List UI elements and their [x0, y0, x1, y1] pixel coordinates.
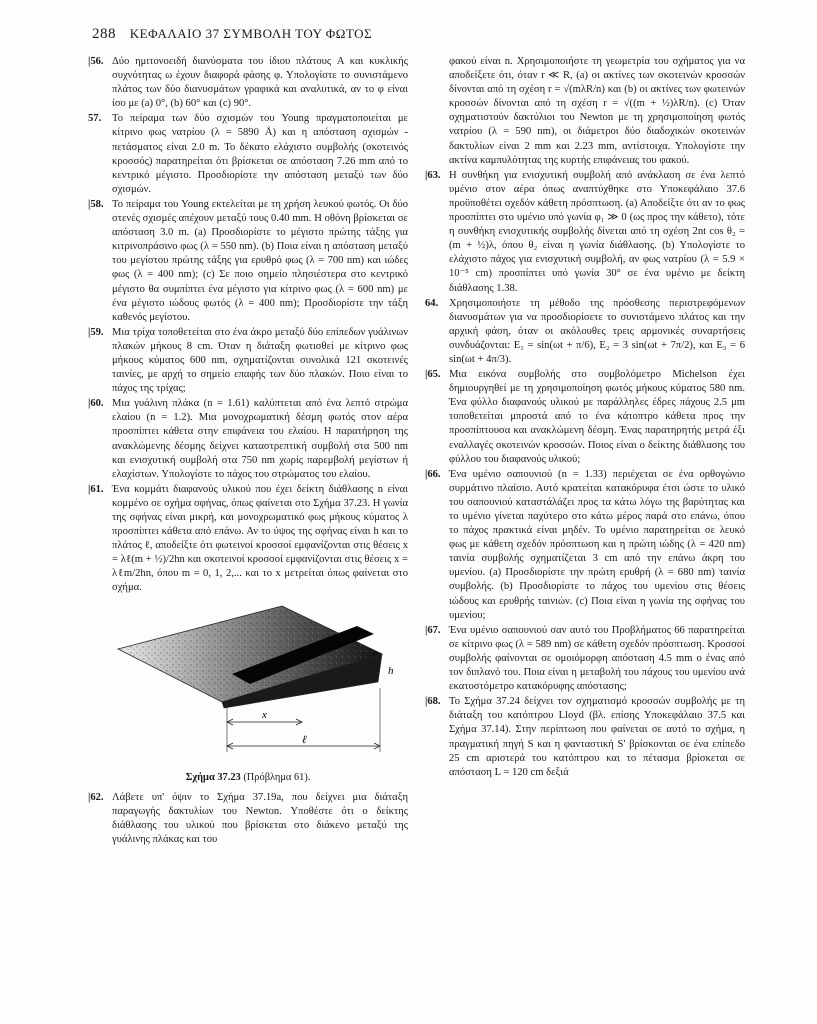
page-number: 288	[92, 26, 116, 42]
problem-text: Ένα υμένιο σαπουνιού (n = 1.33) περιέχεται σε ένα ορθογώνιο συρμάτινο πλαίσιο. Αυτό κρατείται κατακόρυφα έτσι ώστε το υλικό του σαπουνιού καταστάλάζει προς τα κάτω λόγω της βαρύτητας και το υμένιο γίνεται παχύτερο στο κάτω μέρος παρά στο επάνω, όπου το πάχος πρακτικά είναι μηδέν. Το υμένιο παρατηρείται σε λευκό φως με κάθετη σχεδόν πρόσπτωση και η πρώτη ιώδης (λ = 420 nm) ταινία συμβολής σχηματίζεται 3 cm από την επάνω άκρη του υμενίου. (a) Προσδιορίστε την πρώτη ερυθρή (λ = 680 nm) ταινία συμβολής. (b) Προσδιορίστε το πάχος του υμενίου στις θέσεις ιώδους και ερυθρής ταινιών. (c) Ποια είναι η γωνία της σφήνας του υμενίου;	[449, 468, 745, 621]
problem-number: |61.	[88, 483, 104, 495]
problem-text: Μια τρίχα τοποθετείται στο ένα άκρο μεταξύ δύο επίπεδων γυάλινων πλακών μήκους 8 cm. Όταν η διάταξη φωτισθεί με κίτρινο φως μήκους κύματος 600 nm, σχηματίζονται συνολικά 121 σκοτεινές ταινίες, με αρχή το σημείο επαφής των δύο πλακών. Ποιο είναι το πάχος της τρίχας;	[112, 326, 408, 395]
problem-58	[88, 198, 408, 325]
problem-60	[88, 397, 408, 482]
figure-caption	[88, 771, 408, 785]
problem-66	[425, 468, 745, 623]
problem-62	[88, 791, 408, 847]
wedge-figure	[112, 604, 402, 769]
problem-62-continued: φακού είναι n. Χρησιμοποιήστε τη γεωμετρία του σχήματος για να αποδείξετε ότι, όταν r ≪ R, (a) οι ακτίνες των σκοτεινών κροσσών δίνονται από τη σχέση r = √(mλR/n) και (b) οι ακτίνες των φωτεινών κροσσών δίνονται από τη σχέση r = √((m + ½)λR/n). (c) Όταν σχηματιστούν δακτύλιοι του Newton με τη χρησιμοποίηση φωτός νατρίου (λ = 590 nm), οι διάμετροι δύο διαδοχικών σκοτεινών δακτυλίων είναι 2 mm και 2.23 mm, αντίστοιχα. Υπολογίστε την ακτίνα καμπυλότητας της κυρτής επιφάνειας του φακού.	[449, 56, 745, 166]
problem-number: |68.	[425, 696, 441, 708]
l-label: ℓ	[302, 733, 307, 746]
problem-text: Η συνθήκη για ενισχυτική συμβολή από ανάκλαση σε ένα λεπτό υμένιο στον αέρα όπως αναπτύχθηκε στο Υποκεφάλαιο 37.6 προϋποθέτει σχεδόν κάθετη πρόσπτωση. (a) Αποδείξτε ότι αν το φως προσπίπτει στο υμένιο υπό γωνία φ₁ ≫ 0 (ως προς την κάθετο), τότε η συνθήκη ενισχυτικής συμβολής δίνεται από τη σχέση 2nt cos θ₂ = (m + ½)λ, όπου θ₂ είναι η γωνία διάθλασης. (b) Υπολογίστε το ελάχιστο πάχος για ενισχυτική συμβολή, αν φως νατρίου (λ = 5.9 × 10⁻⁵ cm) προσπίπτει υπό γωνία 30° σε ένα υμένιο με δείκτη διάθλασης 1.38.	[449, 169, 745, 294]
height-label: h	[388, 664, 394, 677]
problem-number: |59.	[88, 326, 104, 338]
problem-64	[425, 297, 745, 367]
problem-63	[425, 169, 745, 296]
problem-59	[88, 326, 408, 396]
problem-61	[88, 483, 408, 596]
problem-number: |67.	[425, 624, 441, 636]
problem-number: |60.	[88, 398, 104, 410]
problem-number: |66.	[425, 468, 441, 480]
problem-text: Μια γυάλινη πλάκα (n = 1.61) καλύπτεται από ένα λεπτό στρώμα ελαίου (n = 1.2). Μια μονοχρωματική δέσμη φωτός στον αέρα προσπίπτει κάθετα στην επιφάνεια του ελαίου. Η παρατήρηση της ανακλώμενης δέσμης δείχνει καταστρεπτική συμβολή στα 500 nm και ενισχυτική συμβολή στα 750 nm χωρίς παρεμβολή μεγίστων ή ελαχίστων. Υπολογίστε το πάχος του στρώματος του ελαίου.	[112, 398, 408, 480]
problem-57	[88, 112, 408, 197]
right-column	[425, 55, 745, 781]
caption-label: Σχήμα 37.23	[185, 771, 241, 783]
problem-text: Ένα κομμάτι διαφανούς υλικού που έχει δείκτη διάθλασης n είναι κομμένο σε σχήμα σφήνας, όπως φαίνεται στο Σχήμα 37.23. Η γωνία της σφήνας είναι μικρή, και μονοχρωματικό φως μήκους κύματος λ προσπίπτει κάθετα από επάνω. Αν το ύψος της σφήνας είναι h και το πλάτος ℓ, αποδείξτε ότι φωτεινοί κροσσοί εμφανίζονται στις θέσεις x = λℓ(m + ½)/2hn και σκοτεινοί κροσσοί εμφανίζονται στις θέσεις x = λℓm/2hn, όπου m = 0, 1, 2,... και το x μετρείται όπως φαίνεται στο σχήμα.	[112, 483, 408, 594]
problem-number: 64.	[425, 297, 439, 309]
problem-text: Δύο ημιτονοειδή διανύσματα του ίδιου πλάτους A και κυκλικής συχνότητας ω έχουν διαφορά φάσης φ. Υπολογίστε το συνιστάμενο πλάτος των δύο διανυσμάτων γραφικά και αναλυτικά, αν το φ είναι ίσο με (a) 0°, (b) 60° και (c) 90°.	[112, 56, 408, 110]
problem-text: Λάβετε υπ' όψιν το Σχήμα 37.19a, που δείχνει μια διάταξη παραγωγής δακτυλίων του Newton. Υποθέστε ότι ο δείκτης διάθλασης του υλικού που βρίσκεται στο διάκενο μεταξύ της γυάλινης πλάκας και του	[112, 791, 408, 845]
caption-text: (Πρόβλημα 61).	[243, 771, 311, 783]
problem-text: Μια εικόνα συμβολής στο συμβολόμετρο Michelson έχει δημιουργηθεί με τη χρησιμοποίηση φωτός μήκους κύματος 580 nm. Ένα φύλλο διαφανούς υλικού με παράλληλες έδρες πάχους 2.5 μm τοποθετείται μπροστά από το ένα κάτοπτρο κάθετα προς την προσπίπτουσα και ανακλώμενη δέσμη. Ένας παρατηρητής μετρά έξι εναλλαγές σκοτεινών κροσσών. Ποιος είναι ο δείκτης διάθλασης του φύλλου του διαφανούς υλικού;	[449, 369, 745, 465]
problem-number: 57.	[88, 113, 102, 125]
problem-text: Το Σχήμα 37.24 δείχνει τον σχηματισμό κροσσών συμβολής με τη διάταξη του κατόπτρου Lloyd (βλ. επίσης Υποκεφάλαιο 37.5 και Σχήμα 37.14). Στην περίπτωση που φαίνεται σε αυτό το σχήμα, η πραγματική πηγή S και η φανταστική S' βρίσκονται σε ένα επίπεδο 25 cm αριστερά του κατόπτρου και το πέτασμα βρίσκεται σε απόσταση L = 120 cm δεξιά	[449, 696, 745, 778]
problem-67	[425, 624, 745, 694]
problem-text: Ένα υμένιο σαπουνιού σαν αυτό του Προβλήματος 66 παρατηρείται σε κίτρινο φως (λ = 589 nm) σε κάθετη σχεδόν πρόσπτωση. Κροσσοί συμβολής φαίνονται σε ομοιόμορφη απόσταση 4.5 mm ο ένας από τον διπλανό του. Ποια είναι η μεταβολή του πάχους του υμενίου ανά εκατοστόμετρο κατακόρυφης απόστασης;	[449, 624, 745, 693]
running-title: ΚΕΦΑΛΑΙΟ 37 ΣΥΜΒΟΛΗ ΤΟΥ ΦΩΤΟΣ	[129, 26, 373, 41]
page-header	[92, 26, 372, 43]
problem-text: Χρησιμοποιήστε τη μέθοδο της πρόσθεσης περιστρεφόμενων διανυσμάτων για να προσδιορίσετε το συνιστάμενο πλάτος και την αρχική φάση, όταν οι ακόλουθες τρεις αρμονικές συναρτήσεις συνδυάζονται: E₁ = sin(ωt + π/6), E₂ = 3 sin(ωt + 7π/2), και E₃ = 6 sin(ωt + 4π/3).	[449, 297, 745, 365]
problem-text: Το πείραμα των δύο σχισμών του Young πραγματοποιείται με κίτρινο φως νατρίου (λ = 5890 Å) και η απόσταση σχισμών - πετάσματος είναι 2.0 m. Το δέκατο ελάχιστο συμβολής (σκοτεινός κροσσός) παρατηρείται ότι βρίσκεται σε απόσταση 7.26 mm από το κεντρικό μέγιστο. Προσδιορίστε την απόσταση μεταξύ των δύο σχισμών.	[112, 113, 408, 195]
x-label: x	[262, 708, 267, 721]
problem-56	[88, 55, 408, 111]
problem-number: |62.	[88, 791, 104, 803]
wedge-diagram	[112, 604, 402, 769]
problem-number: |65.	[425, 369, 441, 381]
left-column	[88, 55, 408, 848]
problem-text: Το πείραμα του Young εκτελείται με τη χρήση λευκού φωτός. Οι δύο στενές σχισμές απέχουν μεταξύ τους 0.40 mm. Η οθόνη βρίσκεται σε απόσταση 3.0 m. (a) Προσδιορίστε το μέγιστο πρώτης τάξης για κιτρινοπράσινο φως (λ = 550 nm). (b) Ποια είναι η απόσταση μεταξύ του μεγίστου πρώτης τάξης για ερυθρό φως (λ = 700 nm) και ιώδες φως (λ = 400 nm); (c) Σε ποιο σημείο πλησιέστερα στο κεντρικό μέγιστο θα συμπίπτει ένα μέγιστο για κίτρινο φως (λ = 600 nm) με ένα μέγιστο ιώδους φωτός (λ = 400 nm); Προσδιορίστε την τάξη καθενός μεγίστου.	[112, 198, 408, 323]
problem-number: |56.	[88, 56, 104, 67]
problem-68	[425, 695, 745, 780]
problem-65	[425, 368, 745, 467]
problem-number: |63.	[425, 169, 441, 181]
problem-number: |58.	[88, 198, 104, 210]
